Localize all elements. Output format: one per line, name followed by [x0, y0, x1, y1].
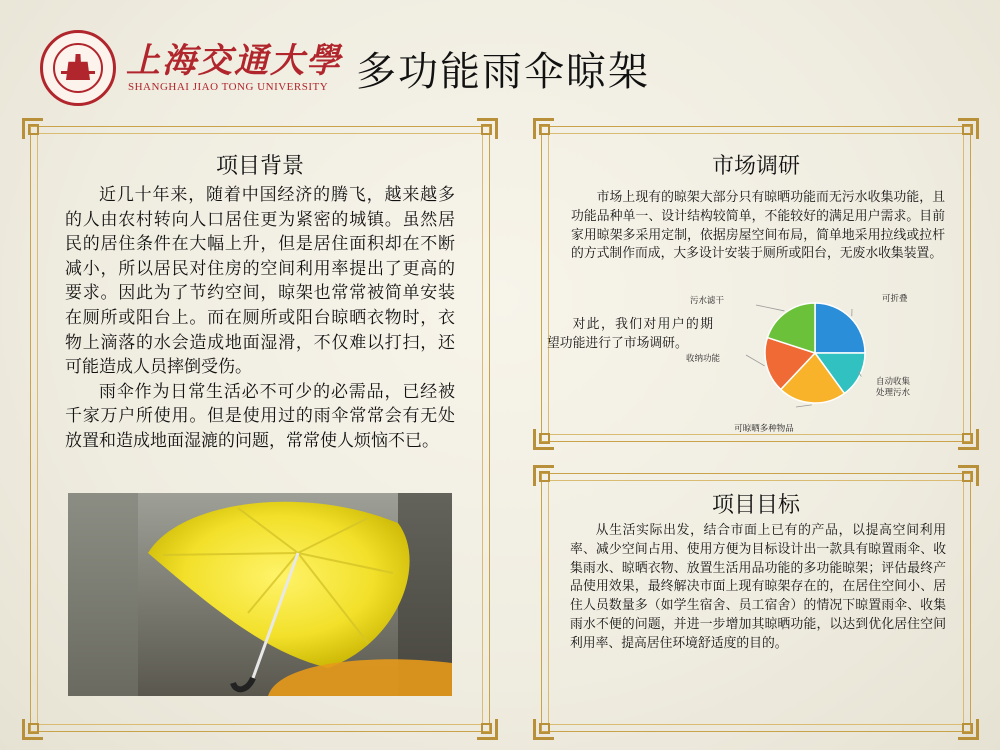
market-paragraph-2: 对此，我们对用户的期望功能进行了市场调研。 — [547, 317, 713, 351]
background-paragraph-2: 雨伞作为日常生活必不可少的必需品，已经被千家万户所使用。但是使用过的雨伞常常会有无处放置和造成地面湿漉的问题，常常使人烦恼不已。 — [65, 381, 455, 451]
pie-label-5: 污水滤干 — [690, 296, 725, 306]
pie-label-3: 可晾晒多种物品 — [734, 424, 794, 434]
pie-label-2: 自动收集处理污水 — [876, 377, 911, 398]
university-seal-logo — [40, 30, 116, 106]
background-text — [65, 183, 455, 454]
pie-leader-line-3 — [796, 405, 812, 407]
university-name-en: SHANGHAI JIAO TONG UNIVERSITY — [128, 81, 329, 93]
market-panel — [541, 126, 971, 442]
goal-title: 项目目标 — [711, 493, 800, 518]
background-title: 项目背景 — [215, 154, 304, 179]
university-name-cn: 上海交通大學 — [126, 41, 342, 81]
market-text-1 — [571, 189, 945, 264]
goal-paragraph: 从生活实际出发，结合市面上已有的产品，以提高空间利用率、减少空间占用、使用方便为目标设计出一款具有晾置雨伞、收集雨水、晾晒衣物、放置生活用品功能的多功能晾架；评估最终产品使用效果，最终解决市面上现有晾架存在的，在居住空间小、居住人员数量多（如学生宿舍、员工宿舍）的情况下晾置雨伞、收集雨水不便的问题，并进一步增加其晾晒功能，以达到优化居住空间利用率、提高居住环境舒适度的目的。 — [570, 523, 946, 651]
background-paragraph-1: 近几十年来，随着中国经济的腾飞，越来越多的人由农村转向人口居住更为紧密的城镇。虽然居民的居住条件在大幅上升，但是居住面积却在不断减小，所以居民对住房的空间利用率提出了更高的要求。因此为了节约空间，晾架也常常被简单安装在厕所或阳台上。而在厕所或阳台晾晒衣物时，衣物上滴落的水会造成地面湿滑，不仅难以打扫，还可能造成人员摔倒受伤。 — [65, 185, 455, 378]
market-text-2 — [547, 316, 713, 354]
page-title: 多功能雨伞晾架 — [356, 49, 650, 95]
market-paragraph-1: 市场上现有的晾架大部分只有晾晒功能而无污水收集功能，且功能品种单一、设计结构较简单，不能较好的满足用户需求。目前家用晾架多采用定制，依据房屋空间布局，简单地采用拉线或拉杆的方式制作而成，大多设计安装于厕所或阳台，无废水收集装置。 — [571, 190, 945, 262]
pie-label-4: 收纳功能 — [686, 354, 721, 364]
pie-slice-1 — [815, 303, 865, 353]
market-title: 市场调研 — [711, 154, 800, 179]
umbrella-photo — [68, 493, 452, 696]
goal-panel — [541, 473, 971, 732]
function-pie-chart — [686, 291, 974, 441]
pie-label-1: 可折叠 — [882, 294, 908, 304]
pie-leader-line-4 — [746, 355, 765, 366]
page-header — [0, 0, 1000, 110]
goal-text — [570, 522, 946, 654]
pie-leader-line-5 — [756, 305, 784, 311]
